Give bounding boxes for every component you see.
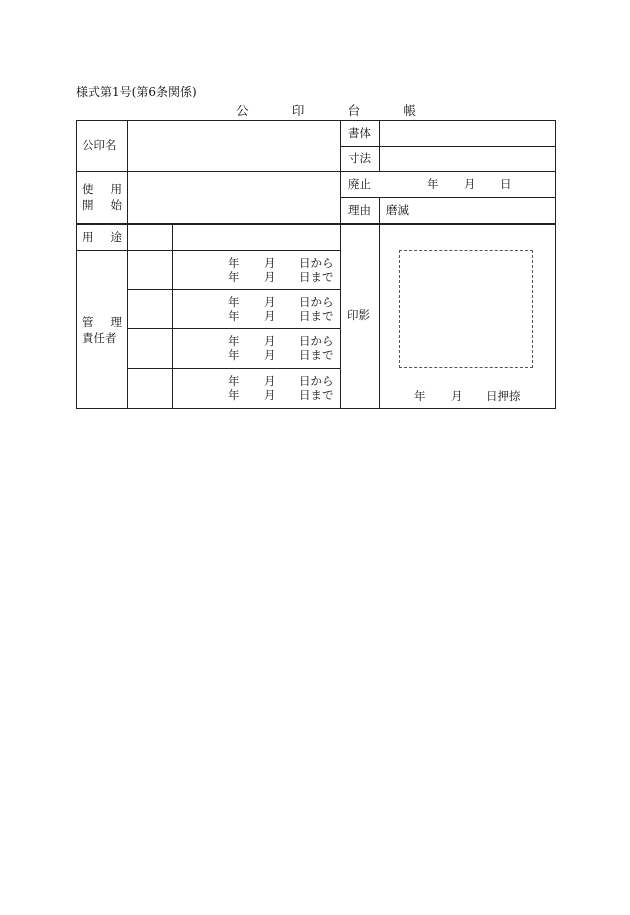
period-to[interactable] [228,389,334,402]
title-char: 印 [291,103,305,118]
abolition-date[interactable] [427,178,512,191]
month-char: 月 [264,270,276,284]
year-char: 年 [228,374,240,388]
period-to[interactable] [228,271,334,284]
day-suffix: 日から [299,256,334,270]
period-to[interactable] [228,310,334,323]
col-divider [127,224,128,408]
year-char: 年 [228,295,240,309]
seal-impression-area[interactable] [399,250,533,368]
day-suffix: 日まで [299,270,334,284]
month-char: 月 [264,374,276,388]
year-char: 年 [427,177,439,191]
period-from[interactable] [228,257,334,270]
day-suffix: 日から [299,374,334,388]
period-from[interactable] [228,375,334,388]
day-suffix: 日から [299,334,334,348]
abolition-label: 廃止 [348,177,371,191]
purpose-label [82,231,122,244]
year-char: 年 [228,348,240,362]
use-start-field[interactable] [128,172,339,222]
col-divider [379,197,380,223]
manager-label-line2: 責任者 [82,331,117,345]
manager-label-line1 [82,316,122,329]
day-stamp-suffix: 日押捺 [486,389,521,403]
month-char: 月 [264,295,276,309]
seal-name-label: 公印名 [82,138,117,152]
stamp-date[interactable] [414,390,521,403]
period-to[interactable] [228,349,334,362]
day-suffix: 日まで [299,309,334,323]
period-from[interactable] [228,296,334,309]
col-divider [379,224,380,408]
size-label: 寸法 [348,151,371,165]
label-char: 管 [82,315,94,329]
title-char: 公 [236,103,249,118]
month-char: 月 [264,309,276,323]
document-title [236,104,416,117]
use-start-label-line2 [82,199,122,212]
month-char: 月 [464,177,476,191]
day-suffix: 日から [299,295,334,309]
reason-label: 理由 [348,203,371,217]
col-divider [172,224,173,408]
month-char: 月 [264,388,276,402]
label-char: 途 [110,230,122,244]
label-char: 始 [110,198,122,212]
row-divider [127,289,340,290]
month-char: 月 [451,389,463,403]
typeface-field[interactable] [380,121,554,145]
label-char: 使 [82,182,94,196]
seal-name-field[interactable] [128,121,339,171]
day-suffix: 日まで [299,348,334,362]
purpose-detail-field[interactable] [173,225,339,249]
year-char: 年 [228,388,240,402]
month-char: 月 [264,334,276,348]
table-border-bottom [76,408,556,409]
title-char: 帳 [403,103,416,118]
table-border-right [555,120,556,408]
label-char: 用 [110,182,122,196]
year-char: 年 [228,270,240,284]
title-char: 台 [347,103,361,118]
row-divider [127,368,340,369]
day-char: 日 [500,177,512,191]
reason-value[interactable]: 磨滅 [386,203,409,217]
year-char: 年 [228,334,240,348]
row-divider [127,328,340,329]
label-char: 開 [82,198,94,212]
year-char: 年 [228,309,240,323]
period-from[interactable] [228,335,334,348]
year-char: 年 [414,389,426,403]
table-border-left [76,120,77,408]
day-suffix: 日まで [299,388,334,402]
purpose-field[interactable] [128,225,171,249]
label-char: 理 [110,315,122,329]
col-divider [340,120,341,408]
typeface-label: 書体 [348,126,371,140]
year-char: 年 [228,256,240,270]
size-field[interactable] [380,147,554,171]
seal-impression-label: 印影 [347,308,370,322]
row-divider [340,197,555,198]
label-char: 用 [82,230,94,244]
row-divider [76,250,340,251]
form-number-label: 様式第1号(第6条関係) [76,85,197,99]
month-char: 月 [264,348,276,362]
use-start-label-line1 [82,183,122,196]
month-char: 月 [264,256,276,270]
